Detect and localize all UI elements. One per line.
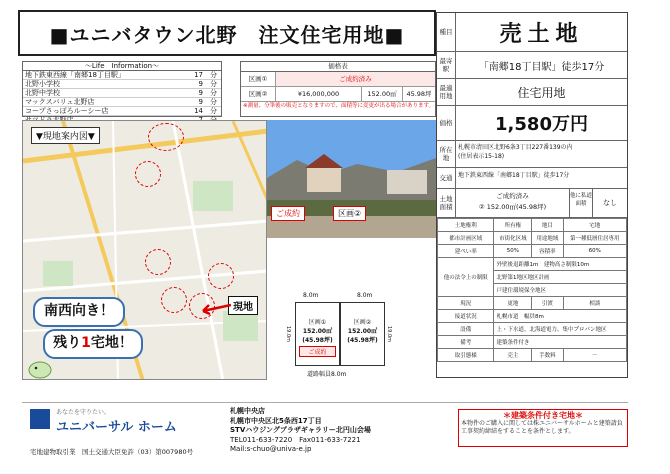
price-value: 1,580万円 [495,114,588,135]
road-width: 道路幅員8.0m [307,371,347,378]
site-label: 現地 [228,296,258,315]
photo-label-lot2: 区画② [333,206,366,221]
mascot-icon [27,357,53,379]
poi-marker [135,161,161,187]
life-info-header: 〜Life Information〜 [23,62,221,71]
arrow-icon [195,301,231,315]
photo-label-sold: ご成約 [271,206,305,221]
lot-2: 区画② 152.00㎡ (45.98坪) [340,302,385,366]
bubble-southwest: 南西向き！ [33,297,125,327]
life-information-table [22,61,222,117]
list-item: コープさっぽろルーシー店 14 分 [23,107,221,116]
building-condition-box: ＊建築条件付き宅地＊ 本物件のご購入に関しては株ユニバーサルホームと建築請負工事契約締結をすることを条件とします。 [458,409,628,447]
lot-1: 区画① 152.00㎡ (45.98坪) ご成約 [295,302,340,366]
company-logo-icon [30,409,50,429]
page-title: ■ユニバタウン北野 注文住宅用地■ [18,10,436,56]
list-item: 北野中学校 9 分 [23,89,221,98]
price-table [240,61,436,117]
map-label: ▼現地案内図▼ [31,127,100,144]
company-name: ユニバーサル ホーム [56,420,177,435]
property-details: 種目 売土地 最寄駅 「南郷18丁目駅」徒歩17分 最適用地 住宅用地 価格 1,580万円 所在地 札幌市清田区北野6条3丁目227番139の内 (住居表示15-18) 交通 地下鉄東西線「南郷18丁目駅」徒歩17分 土地面積 ご成約済み ② 152.00㎡(45.98坪) 他に私道面積 なし 土地権利 所有権 地目 宅地 都市計画区域 市街化区域 用途地域 第一種低層住居専用 建ぺい率 50% 容積率 60% 他の法令上の制限 外壁後退距離1m 建物高さ制限10m 北野第1地区地区計画 戸建住環境保全地区 現況 更地 引渡 相談 接道状況 札幌市道 幅員8m 設備 上・下水道、北海道電力、集中プロパン地区 備考 建築条件付き 取引態様 売主 手数料 － [436,12,628,378]
list-item: 地下鉄東西線「南郷18丁目駅」 17 分 [23,71,221,80]
bubble-remaining: 残り1宅地！ [43,329,143,359]
table-row: 区画① ご成約済み [241,72,435,87]
lot-plan: 8.0m 8.0m 区画① 152.00㎡ (45.98坪) ご成約 区画② 152.00㎡ (45.98坪) 19.0m 19.0m 道路幅員8.0m [285,292,392,378]
list-item: マックスバリュ北野店 9 分 [23,98,221,107]
sold-status: ご成約済み [276,72,435,86]
detail-grid: 土地権利 所有権 地目 宅地 都市計画区域 市街化区域 用途地域 第一種低層住居専用 建ぺい率 50% 容積率 60% 他の法令上の制限 外壁後退距離1m 建物高さ制限10m 北野第1地区地区計画 戸建住環境保全地区 現況 更地 引渡 相談 接道状況 札幌市道 幅員8m 設備 上・下水道、北海道電力、集中プロパン地区 備考 建築条件付き 取引態様 売主 手数料 － [437,218,627,362]
poi-marker [161,287,187,313]
type-row: 種目 売土地 [437,13,627,52]
poi-marker [208,263,234,289]
poi-marker [145,249,171,275]
list-item: 北野小学校 9 分 [23,80,221,89]
table-row: 区画② ¥16,000,000 152.00㎡ 45.98坪 [241,87,435,102]
branch-info: 札幌中央店 札幌市中央区北5条西17丁目 STVハウジングプラザギャラリー北円山会場 TEL011-633-7220 Fax011-633-7221 Mail:s-chuo@univa-e.jp [230,407,371,453]
station-marker [148,123,184,151]
price-note: ※測量、分筆後の販売となりますので、面積等に変更が出る場合があります。 [243,103,435,109]
footer: あなたを守りたい。 ユニバーサル ホーム 宅地建物取引業 国土交通大臣免許（03）第007980号 札幌中央店 札幌市中央区北5条西17丁目 STVハウジングプラザギャラリー北円山会場 TEL011-633-7220 Fax011-633-7221 Mail:s-chuo@univa-e.jp ＊建築条件付き宅地＊ 本物件のご購入に関しては株ユニバーサルホームと建築請負工事契約締結をすることを条件とします。 [22,402,628,464]
price-table-header: 価格表 [241,62,435,72]
site-photo [267,120,436,238]
location-map [22,120,267,380]
